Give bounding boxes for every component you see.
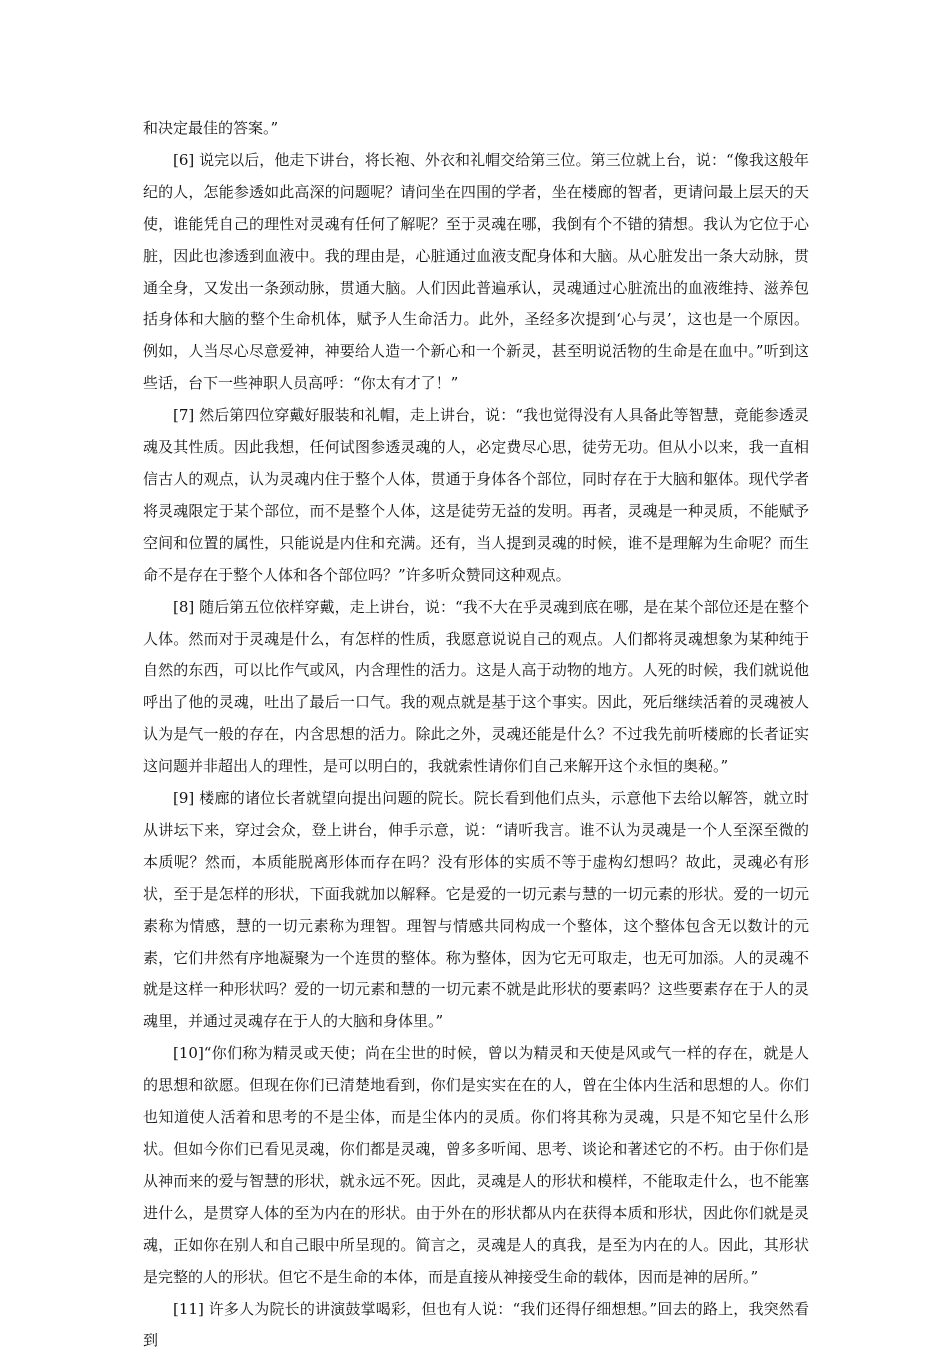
paragraph-text: 许多人为院长的讲演鼓掌喝彩，但也有人说：“我们还得仔细想想。”回去的路上，我突然看到 [143, 1299, 809, 1350]
paragraph-10 [143, 1038, 809, 1293]
paragraph-text: 然后第四位穿戴好服装和礼帽，走上讲台，说：“我也觉得没有人具备此等智慧，竟能参透灵魂及其性质。因此我想，任何试图参透灵魂的人，必定费尽心思，徒劳无功。但从小以来，我一直相信古人的观点，认为灵魂内住于整个人体，贯通于身体各个部位，同时存在于大脑和躯体。现代学者将灵魂限定于某个部位，而不是整个人体，这是徒劳无益的发明。再者，灵魂是一种灵质，不能赋予空间和位置的属性，只能说是内住和充满。还有，当人提到灵魂的时候，谁不是理解为生命呢？而生命不是存在于整个人体和各个部位吗？”许多听众赞同这种观点。 [143, 406, 809, 584]
paragraph-text: 说完以后，他走下讲台，将长袍、外衣和礼帽交给第三位。第三位就上台，说：“像我这般年纪的人，怎能参透如此高深的问题呢？请问坐在四围的学者，坐在楼廊的智者，更请问最上层天的天使，谁能凭自己的理性对灵魂有任何了解呢？至于灵魂在哪，我倒有个不错的猜想。我认为它位于心脏，因此也渗透到血液中。我的理由是，心脏通过血液支配身体和大脑。从心脏发出一条大动脉，贯通全身，又发出一条颈动脉，贯通大脑。人们因此普遍承认，灵魂通过心脏流出的血液维持、滋养包括身体和大脑的整个生命机体，赋予人生命活力。此外，圣经多次提到‘心与灵’，这也是一个原因。例如，人当尽心尽意爱神，神要给人造一个新心和一个新灵，甚至明说活物的生命是在血中。”听到这些话，台下一些神职人员高呼：“你太有才了！” [143, 150, 809, 393]
paragraph-number: [11] [173, 1299, 204, 1318]
paragraph-continuation [143, 113, 809, 145]
paragraph-text: “你们称为精灵或天使；尚在尘世的时候，曾以为精灵和天使是风或气一样的存在，就是人的思想和欲愿。但现在你们已清楚地看到，你们是实实在在的人，曾在尘体内生活和思想的人。你们也知道使人活着和思考的不是尘体，而是尘体内的灵质。你们将其称为灵魂，只是不知它呈什么形状。但如今你们已看见灵魂，你们都是灵魂，曾多多听闻、思考、谈论和著述它的不朽。由于你们是从神而来的爱与智慧的形状，就永远不死。因此，灵魂是人的形状和模样，不能取走什么，也不能塞进什么，是贯穿人体的至为内在的形状。由于外在的形状都从内在获得本质和形状，因此你们就是灵魂，正如你在别人和自己眼中所呈现的。简言之，灵魂是人的真我，是至为内在的人。因此，其形状是完整的人的形状。但它不是生命的本体，而是直接从神接受生命的载体，因而是神的居所。” [143, 1044, 809, 1286]
paragraph-9 [143, 783, 809, 1038]
paragraph-number: [10] [173, 1044, 204, 1063]
paragraph-number: [7] [173, 406, 195, 425]
paragraph-6 [143, 145, 809, 400]
paragraph-11 [143, 1294, 809, 1357]
paragraph-text: 随后第五位依样穿戴，走上讲台，说：“我不大在乎灵魂到底在哪，是在某个部位还是在整个人体。然而对于灵魂是什么，有怎样的性质，我愿意说说自己的观点。人们都将灵魂想象为某种纯于自然的东西，可以比作气或风，内含理性的活力。这是人高于动物的地方。人死的时候，我们就说他呼出了他的灵魂，吐出了最后一口气。我的观点就是基于这个事实。因此，死后继续活着的灵魂被人认为是气一般的存在，内含思想的活力。除此之外，灵魂还能是什么？不过我先前听楼廊的长者证实这问题并非超出人的理性，是可以明白的，我就索性请你们自己来解开这个永恒的奥秘。” [143, 597, 809, 776]
paragraph-8 [143, 592, 809, 783]
paragraph-text: 和决定最佳的答案。” [143, 119, 279, 137]
document-page [143, 113, 809, 1357]
paragraph-7 [143, 400, 809, 591]
paragraph-number: [8] [173, 597, 195, 616]
paragraph-number: [6] [173, 150, 195, 169]
paragraph-number: [9] [173, 789, 195, 808]
paragraph-text: 楼廊的诸位长者就望向提出问题的院长。院长看到他们点头，示意他下去给以解答，就立时从讲坛下来，穿过会众，登上讲台，伸手示意，说：“请听我言。谁不认为灵魂是一个人至深至微的本质呢？然而，本质能脱离形体而存在吗？没有形体的实质不等于虚构幻想吗？故此，灵魂必有形状，至于是怎样的形状，下面我就加以解释。它是爱的一切元素与慧的一切元素的形状。爱的一切元素称为情感，慧的一切元素称为理智。理智与情感共同构成一个整体，这个整体包含无以数计的元素，它们井然有序地凝聚为一个连贯的整体。称为整体，因为它无可取走，也无可加添。人的灵魂不就是这样一种形状吗？爱的一切元素和慧的一切元素不就是此形状的要素吗？这些要素存在于人的灵魂里，并通过灵魂存在于人的大脑和身体里。” [143, 789, 809, 1031]
